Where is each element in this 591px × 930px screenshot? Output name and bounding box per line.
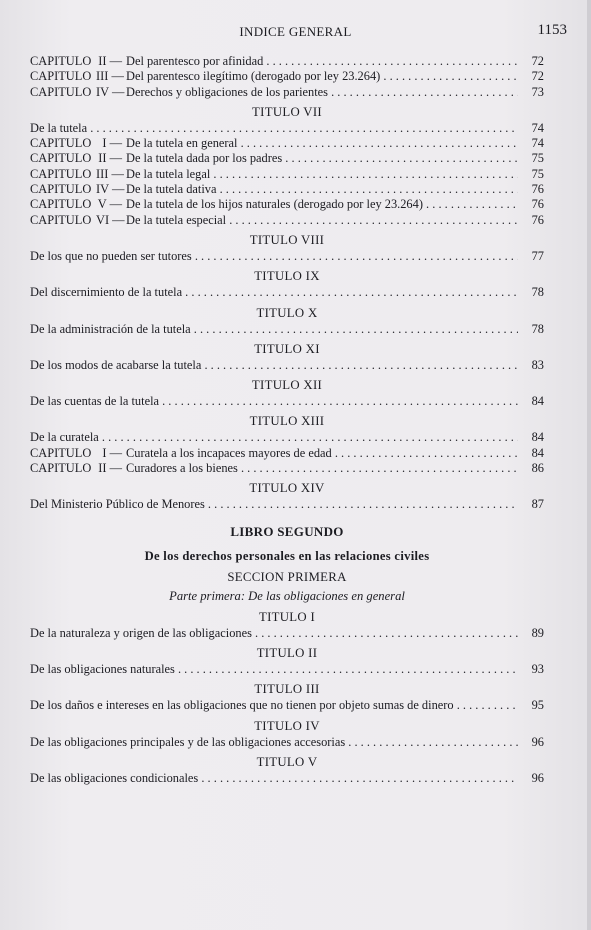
titulo-heading: TITULO XIV (249, 481, 325, 496)
chapter-number: III — (96, 166, 124, 181)
chapter-number: I — (102, 136, 122, 151)
entry-page-number: 78 (531, 285, 544, 300)
entry-page-number: 78 (531, 321, 544, 336)
entry-title: De los que no pueden ser tutores . . . (30, 249, 518, 264)
chapter-number: II — (98, 461, 122, 476)
entry-title: Del Ministerio Público de Menores . . . (30, 497, 518, 512)
toc-entry-row (30, 771, 544, 786)
toc-entry-row (30, 394, 544, 409)
entry-page-number: 75 (531, 166, 544, 181)
chapter-number: IV — (96, 182, 125, 197)
entry-title: De la tutela dada por los padres . . . (126, 151, 518, 166)
chapter-label: CAPITULO (30, 166, 92, 181)
chapter-number: I — (102, 445, 122, 460)
seccion-heading: SECCION PRIMERA (227, 569, 347, 584)
toc-chapter-row (30, 151, 544, 166)
entry-page-number: 76 (531, 197, 544, 212)
toc-entry-row (30, 662, 544, 677)
titulo-heading: TITULO XII (251, 378, 323, 393)
entry-page-number: 74 (531, 120, 544, 135)
entry-title: De las obligaciones principales y de las obligaciones accesorias . . . (30, 735, 518, 750)
chapter-number: IV — (96, 84, 125, 99)
titulo-heading: TITULO I (258, 609, 316, 624)
entry-title: De las obligaciones condicionales . . . (30, 771, 518, 786)
parte-heading: Parte primera: De las obligaciones en general (169, 588, 405, 603)
entry-page-number: 74 (531, 136, 544, 151)
toc-chapter-row (30, 446, 544, 461)
entry-page-number: 76 (531, 182, 544, 197)
entry-page-number: 77 (531, 248, 544, 263)
chapter-label: CAPITULO (30, 84, 92, 99)
entry-title: Del parentesco por afinidad . . . (126, 54, 518, 69)
chapter-label: CAPITULO (30, 69, 92, 84)
entry-title: De la tutela en general . . . (126, 136, 518, 151)
entry-page-number: 83 (531, 357, 544, 372)
titulo-heading: TITULO X (256, 305, 318, 320)
entry-title: De la tutela especial . . . (126, 213, 518, 228)
entry-page-number: 75 (531, 151, 544, 166)
titulo-heading: TITULO II (256, 645, 318, 660)
chapter-number: II — (98, 151, 122, 166)
entry-page-number: 93 (531, 661, 544, 676)
toc-entry-row (30, 626, 544, 641)
titulo-heading: TITULO XIII (249, 414, 325, 429)
entry-page-number: 95 (531, 698, 544, 713)
toc-entry-row (30, 430, 544, 445)
chapter-number: II — (98, 54, 122, 68)
table-of-contents (30, 54, 544, 786)
page-edge (587, 0, 591, 930)
entry-title: Del parentesco ilegítimo (derogado por ley 23.264) . . . (126, 69, 518, 84)
chapter-label: CAPITULO (30, 182, 92, 197)
toc-entry-row (30, 121, 544, 136)
entry-title: De la tutela dativa . . . (126, 182, 518, 197)
toc-chapter-row (30, 136, 544, 151)
entry-title: De la tutela legal . . . (126, 167, 518, 182)
libro-subtitle: De los derechos personales en las relaciones civiles (144, 548, 430, 563)
entry-page-number: 72 (531, 69, 544, 84)
toc-chapter-row (30, 197, 544, 212)
entry-page-number: 87 (531, 497, 544, 512)
titulo-heading: TITULO IV (254, 718, 320, 733)
toc-chapter-row (30, 182, 544, 197)
entry-page-number: 76 (531, 212, 544, 227)
entry-title: Curadores a los bienes . . . (126, 461, 518, 476)
entry-title: De la tutela de los hijos naturales (derogado por ley 23.264) . . . (126, 197, 518, 212)
chapter-label: CAPITULO (30, 212, 92, 227)
chapter-number: III — (96, 69, 124, 84)
entry-page-number: 72 (531, 54, 544, 68)
entry-title: De los daños e intereses en las obligaciones que no tienen por objeto sumas de dinero . . . (30, 698, 518, 713)
chapter-label: CAPITULO (30, 54, 92, 68)
titulo-heading: TITULO VIII (249, 232, 325, 247)
chapter-label: CAPITULO (30, 461, 92, 476)
titulo-heading: TITULO IX (254, 269, 320, 284)
titulo-heading: TITULO XI (254, 341, 320, 356)
entry-title: De las cuentas de la tutela . . . (30, 394, 518, 409)
toc-entry-row (30, 322, 544, 337)
entry-title: Derechos y obligaciones de los parientes . . . (126, 85, 518, 100)
chapter-label: CAPITULO (30, 151, 92, 166)
toc-entry-row (30, 249, 544, 264)
entry-title: De las obligaciones naturales . . . (30, 662, 518, 677)
toc-chapter-row (30, 461, 544, 476)
page-header (0, 22, 591, 42)
running-title: INDICE GENERAL (239, 24, 352, 39)
chapter-label: CAPITULO (30, 136, 92, 151)
entry-title: De los modos de acabarse la tutela . . . (30, 358, 518, 373)
toc-chapter-row (30, 54, 544, 69)
toc-entry-row (30, 285, 544, 300)
chapter-label: CAPITULO (30, 197, 92, 212)
chapter-label: CAPITULO (30, 445, 92, 460)
toc-entry-row (30, 698, 544, 713)
toc-entry-row (30, 358, 544, 373)
chapter-number: VI — (96, 212, 125, 227)
toc-entry-row (30, 497, 544, 512)
entry-title: De la administración de la tutela . . . (30, 322, 518, 337)
entry-title: Curatela a los incapaces mayores de edad . . . (126, 446, 518, 461)
toc-chapter-row (30, 213, 544, 228)
toc-chapter-row (30, 85, 544, 100)
toc-chapter-row (30, 69, 544, 84)
entry-page-number: 89 (531, 625, 544, 640)
toc-chapter-row (30, 167, 544, 182)
entry-page-number: 84 (531, 445, 544, 460)
titulo-heading: TITULO VII (252, 104, 322, 119)
entry-page-number: 73 (531, 84, 544, 99)
entry-page-number: 96 (531, 770, 544, 785)
chapter-number: V — (97, 197, 122, 212)
entry-title: Del discernimiento de la tutela . . . (30, 285, 518, 300)
page-number: 1153 (537, 22, 567, 38)
entry-title: De la naturaleza y origen de las obligaciones . . . (30, 626, 518, 641)
titulo-heading: TITULO III (254, 682, 320, 697)
entry-page-number: 86 (531, 461, 544, 476)
entry-title: De la tutela . . . (30, 121, 518, 136)
entry-page-number: 84 (531, 430, 544, 445)
toc-entry-row (30, 735, 544, 750)
titulo-heading: TITULO V (256, 754, 318, 769)
entry-page-number: 84 (531, 394, 544, 409)
entry-page-number: 96 (531, 734, 544, 749)
entry-title: De la curatela . . . (30, 430, 518, 445)
libro-heading: LIBRO SEGUNDO (230, 523, 344, 539)
